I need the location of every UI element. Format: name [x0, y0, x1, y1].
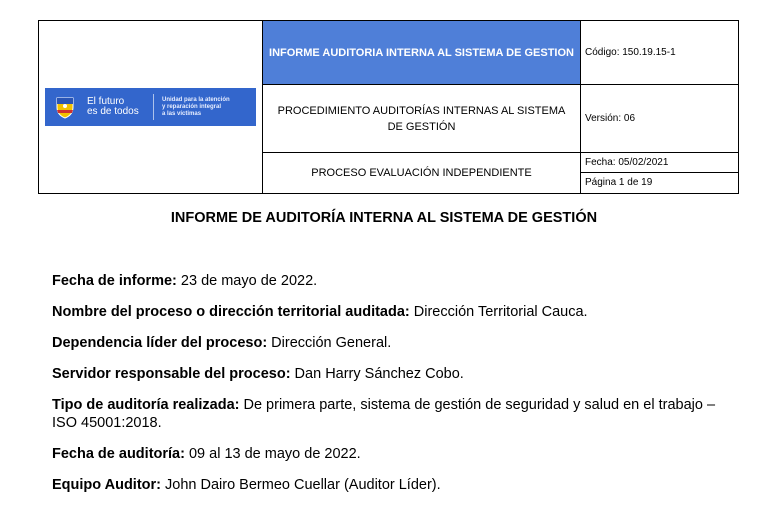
entity-logo — [45, 88, 256, 126]
logo-sub-text: Unidad para la atención y reparación integral a las víctimas — [162, 96, 230, 117]
process-name: PROCESO EVALUACIÓN INDEPENDIENTE — [263, 153, 581, 194]
field-lead-dependency: Dependencia líder del proceso: Dirección General. — [52, 335, 392, 351]
document-date: Fecha: 05/02/2021 — [581, 153, 738, 173]
field-audit-team: Equipo Auditor: John Dairo Bermeo Cuellar (Auditor Líder). — [52, 477, 441, 493]
field-process-name: Nombre del proceso o dirección territorial auditada: Dirección Territorial Cauca. — [52, 304, 588, 320]
logo-main-text: El futuro es de todos — [87, 96, 139, 117]
procedure-name: PROCEDIMIENTO AUDITORÍAS INTERNAS AL SISTEMA DE GESTIÓN — [263, 85, 581, 153]
field-audit-date: Fecha de auditoría: 09 al 13 de mayo de 2022. — [52, 446, 361, 462]
field-report-date: Fecha de informe: 23 de mayo de 2022. — [52, 273, 318, 289]
report-title: INFORME DE AUDITORÍA INTERNA AL SISTEMA DE GESTIÓN — [170, 210, 598, 226]
field-audit-type: Tipo de auditoría realizada: De primera parte, sistema de gestión de seguridad y salud en el trabajo – ISO 45001:2018. — [52, 397, 716, 431]
report-info — [52, 272, 722, 507]
date-page-cell — [581, 153, 739, 194]
field-responsible: Servidor responsable del proceso: Dan Harry Sánchez Cobo. — [52, 366, 464, 382]
document-header — [38, 20, 739, 194]
colombia-coat-of-arms-icon — [53, 94, 77, 120]
logo-separator — [153, 94, 154, 120]
document-code: Código: 150.19.15-1 — [581, 21, 739, 85]
header-title: INFORME AUDITORIA INTERNA AL SISTEMA DE GESTION — [263, 21, 581, 85]
page-number: Página 1 de 19 — [585, 177, 653, 188]
document-version: Versión: 06 — [581, 85, 739, 153]
logo-cell — [39, 21, 263, 194]
